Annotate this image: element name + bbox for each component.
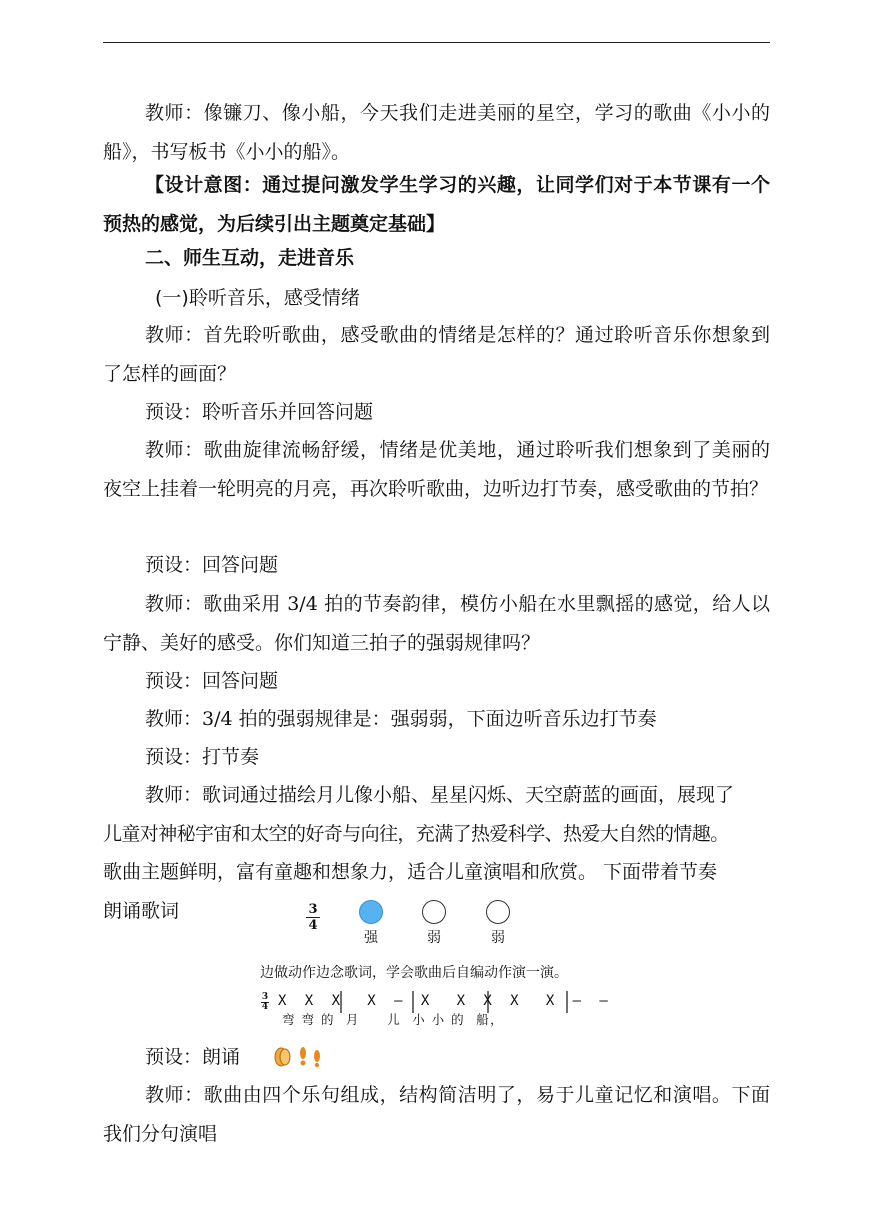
lyrics-line-1: 教师：歌词通过描绘月儿像小船、星星闪烁、天空蔚蓝的画面，展现了: [145, 784, 735, 806]
notation-ts-bottom: 4: [261, 1002, 269, 1012]
time-signature: [306, 903, 320, 932]
lyrics-line-4: 朗诵歌词: [103, 899, 180, 922]
figure-instruction: 边做动作边念歌词，学会歌曲后自编动作演一演。: [260, 965, 568, 981]
rhythm-figure: [238, 883, 609, 1031]
lyrics-line-3: 歌曲主题鲜明，富有童趣和想象力，适合儿童演唱和欣赏。 下面带着节奏: [103, 861, 718, 883]
time-signature-bottom: 4: [308, 918, 318, 933]
beat-label-strong: 强: [364, 930, 378, 946]
paragraph-preset-recite: 预设：朗诵: [145, 1046, 241, 1068]
paragraph-teacher-pattern: 教师：3/4 拍的强弱规律是：强弱弱，下面边听音乐边打节奏: [145, 708, 657, 730]
beat-label-weak: 弱: [491, 930, 505, 946]
strong-beat-circle: [359, 900, 383, 924]
paragraph-preset-rhythm: 预设：打节奏: [145, 746, 260, 768]
section-heading: 二、师生互动，走进音乐: [145, 247, 355, 269]
rhythm-notation: [258, 991, 609, 1031]
paragraph-teacher-listen: 教师：首先聆听歌曲，感受歌曲的情绪是怎样的？通过聆听音乐你想象到了怎样的画面？: [103, 324, 770, 385]
time-signature-top: 3: [308, 902, 318, 917]
rhythm-lyrics: 弯 弯 的 月 儿 小 小 的 船，: [282, 1012, 505, 1027]
paragraph-teacher-melody: 教师：歌曲旋律流畅舒缓，情绪是优美地，通过聆听我们想象到了美丽的夜空上挂着一轮明亮的月亮，再次聆听歌曲，边听边打节奏，感受歌曲的节拍？: [103, 439, 770, 500]
paragraph-teacher-phrases: 教师：歌曲由四个乐句组成，结构简洁明了，易于儿童记忆和演唱。下面我们分句演唱: [103, 1084, 770, 1145]
weak-beat-circle: [486, 900, 510, 924]
header-rule: [103, 42, 770, 43]
design-intent-note: 【设计意图：通过提问激发学生学习的兴趣，让同学们对于本节课有一个预热的感觉，为后续引出主题奠定基础】: [103, 174, 770, 235]
clap-hands-icon: [275, 1048, 290, 1066]
paragraph-preset-answer-2: 预设：回答问题: [145, 670, 279, 692]
paragraph-teacher-intro: 教师：像镰刀、像小船，今天我们走进美丽的星空，学习的歌曲《小小的船》，书写板书《小小的船》。: [103, 102, 770, 163]
footstep-icon: [300, 1047, 320, 1067]
paragraph-teacher-meter: 教师：歌曲采用 3/4 拍的节奏韵律，模仿小船在水里飘摇的感觉，给人以宁静、美好的感受。你们知道三拍子的强弱规律吗？: [103, 593, 770, 654]
subsection-heading: (一)聆听音乐，感受情绪: [155, 287, 360, 309]
rhythm-notes: X X X X – X X X X X – –: [278, 993, 609, 1009]
weak-beat-circle: [422, 900, 446, 924]
paragraph-preset-answer-1: 预设：回答问题: [145, 554, 279, 576]
notation-ts-top: 3: [261, 992, 269, 1002]
lyrics-line-2: 儿童对神秘宇宙和太空的好奇与向往，充满了热爱科学、热爱大自然的情趣。: [103, 822, 729, 845]
beat-label-weak: 弱: [427, 930, 441, 946]
action-icons: [273, 1044, 333, 1068]
paragraph-preset-listen: 预设：聆听音乐并回答问题: [145, 401, 374, 423]
